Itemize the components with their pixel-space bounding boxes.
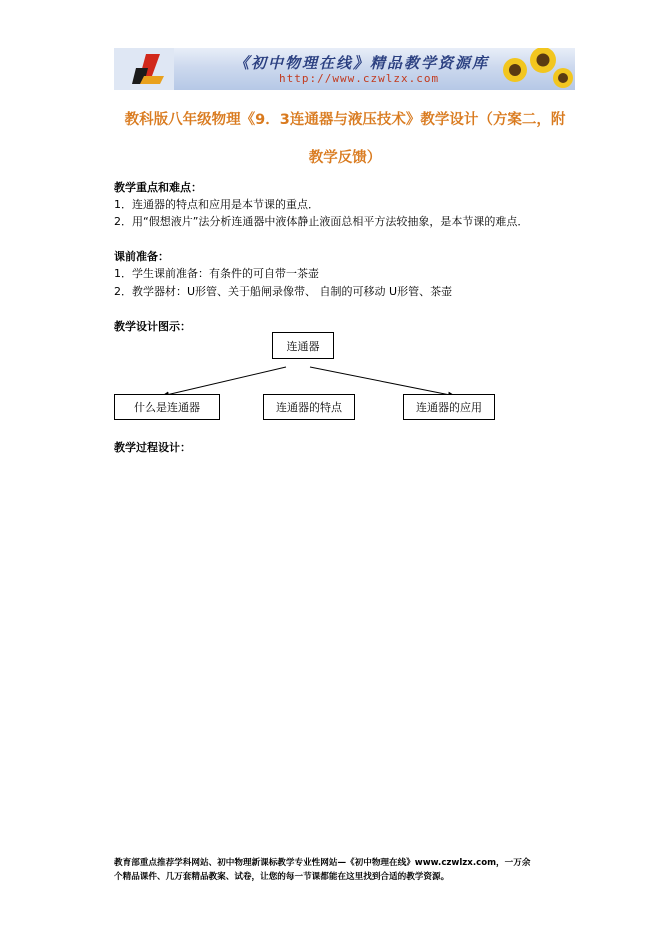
diagram-node-applications: 连通器的应用 [403, 394, 495, 420]
sunflower-icon [495, 48, 575, 90]
list-item: 2．用“假想液片”法分析连通器中液体静止液面总相平方法较抽象，是本节课的难点． [114, 215, 529, 228]
list-item: 1．连通器的特点和应用是本节课的重点． [114, 198, 319, 211]
footer-line: 个精品课件、几万套精品教案、试卷，让您的每一节课都能在这里找到合适的教学资源。 [114, 872, 450, 882]
arrow-left [162, 367, 286, 396]
document-title-continued: 教学反馈） [308, 150, 382, 166]
diagram-node-features: 连通器的特点 [263, 394, 355, 420]
key-points-heading: 教学重点和难点： [114, 181, 202, 194]
footer-line: 教育部重点推荐学科网站、初中物理新课标教学专业性网站—《初中物理在线》www.czwlzx.com，一万余 [114, 858, 531, 868]
diagram-node-what-is: 什么是连通器 [114, 394, 220, 420]
process-heading: 教学过程设计： [114, 441, 191, 454]
logo-icon [114, 48, 174, 90]
list-item: 1．学生课前准备：有条件的可自带一茶壶 [114, 267, 319, 280]
arrow-right [310, 367, 455, 396]
diagram-node-root: 连通器 [272, 332, 334, 359]
footer-note [114, 856, 584, 884]
design-diagram-heading: 教学设计图示： [114, 320, 191, 333]
preparation-heading: 课前准备： [114, 250, 169, 263]
banner-title: 《初中物理在线》精品教学资源库 [234, 54, 490, 72]
document-title: 教科版八年级物理《9．3连通器与液压技术》教学设计（方案二，附 [124, 112, 566, 128]
list-item: 2．教学器材：U形管、关于船闸录像带、 自制的可移动 U形管、茶壶 [114, 285, 453, 298]
banner-url: http://www.czwlzx.com [279, 72, 440, 85]
header-banner [114, 48, 575, 90]
